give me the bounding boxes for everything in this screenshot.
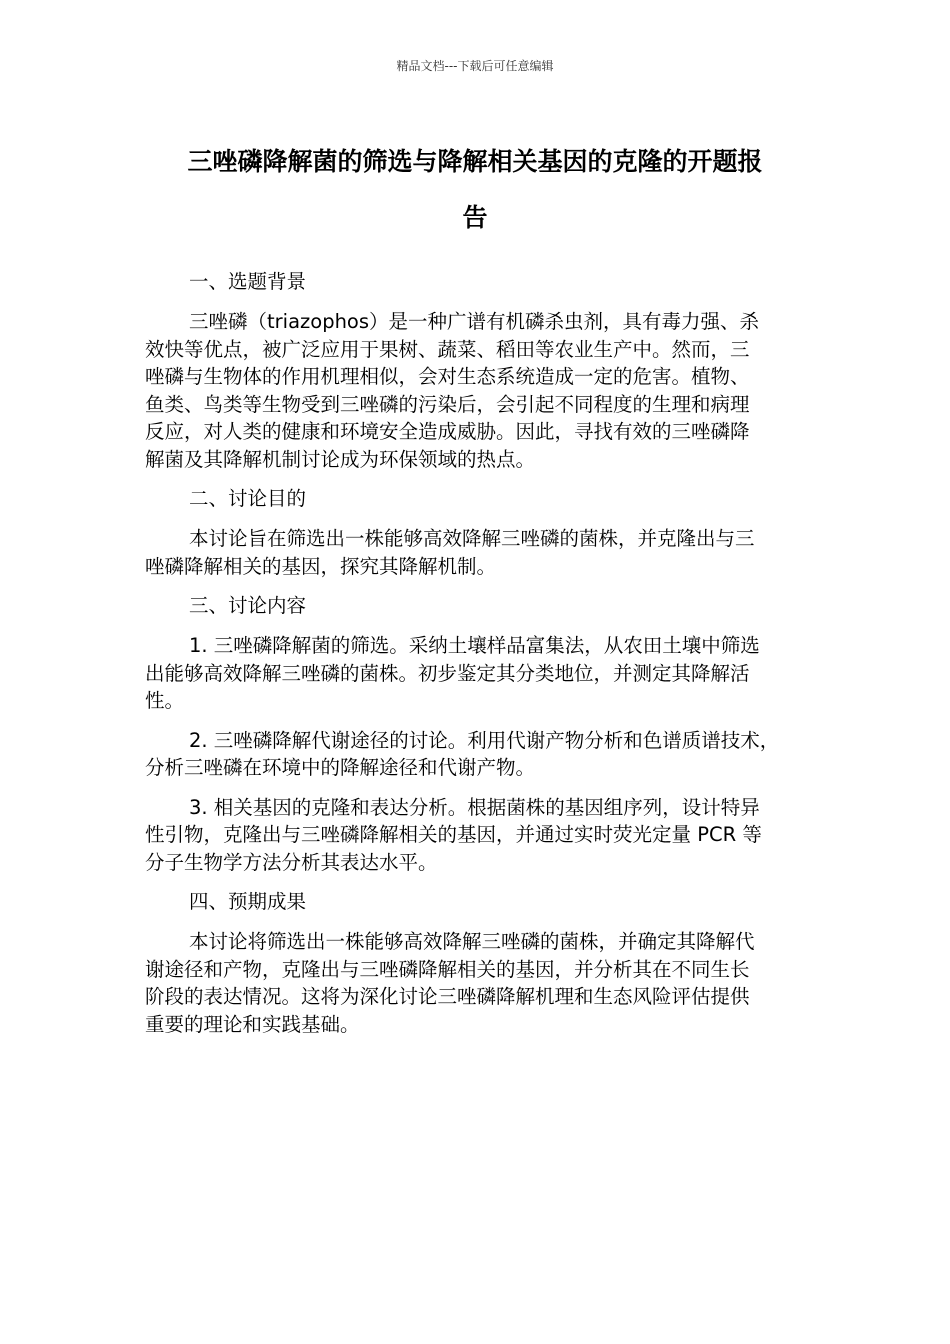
page-header: 精品文档---下载后可任意编辑 (396, 59, 554, 73)
content-item-3 (145, 794, 810, 877)
paragraph-line: 重要的理论和实践基础。 (145, 1012, 360, 1036)
content-item-2 (145, 727, 810, 782)
paragraph-line: 唑磷与生物体的作用机理相似，会对生态系统造成一定的危害。植物、 (145, 365, 750, 388)
document-title (135, 134, 815, 246)
background-paragraph (145, 308, 810, 473)
paragraph-line: 分析三唑磷在环境中的降解途径和代谢产物。 (145, 756, 536, 779)
paragraph-line: 反应，对人类的健康和环境安全造成威胁。因此，寻找有效的三唑磷降 (145, 420, 750, 443)
section-heading-content: 三、讨论内容 (189, 594, 307, 617)
paragraph-line: 2. 三唑磷降解代谢途径的讨论。利用代谢产物分析和色谱质谱技术， (189, 728, 780, 752)
section-heading-results: 四、预期成果 (189, 890, 307, 913)
paragraph-line: 出能够高效降解三唑磷的菌株。初步鉴定其分类地位，并测定其降解活 (145, 661, 750, 685)
purpose-paragraph (145, 525, 810, 580)
paragraph-line: 效快等优点，被广泛应用于果树、蔬菜、稻田等农业生产中。然而，三 (145, 337, 750, 361)
paragraph-line: 鱼类、鸟类等生物受到三唑磷的污染后，会引起不同程度的生理和病理 (145, 392, 750, 416)
paragraph-line: 阶段的表达情况。这将为深化讨论三唑磷降解机理和生态风险评估提供 (145, 985, 750, 1008)
section-heading-background: 一、选题背景 (189, 270, 307, 293)
paragraph-line: 谢途径和产物，克隆出与三唑磷降解相关的基因，并分析其在不同生长 (145, 957, 750, 981)
paragraph-line: 3. 相关基因的克隆和表达分析。根据菌株的基因组序列，设计特异 (189, 795, 760, 819)
paragraph-line: 本讨论旨在筛选出一株能够高效降解三唑磷的菌株，并克隆出与三 (189, 527, 755, 550)
paragraph-line: 性。 (145, 689, 185, 712)
paragraph-line: 性引物，克隆出与三唑磷降解相关的基因，并通过实时荧光定量 PCR 等 (145, 823, 762, 846)
title-line-1: 三唑磷降解菌的筛选与降解相关基因的克隆的开题报 (187, 147, 763, 176)
paragraph-line: 分子生物学方法分析其表达水平。 (145, 850, 438, 874)
section-heading-purpose: 二、讨论目的 (189, 487, 307, 510)
results-paragraph (145, 928, 810, 1038)
paragraph-line: 解菌及其降解机制讨论成为环保领域的热点。 (145, 447, 536, 471)
document-body (145, 268, 810, 1050)
paragraph-line: 1. 三唑磷降解菌的筛选。采纳土壤样品富集法，从农田土壤中筛选 (189, 634, 760, 657)
content-item-1 (145, 632, 810, 715)
title-line-2: 告 (462, 203, 488, 232)
paragraph-line: 本讨论将筛选出一株能够高效降解三唑磷的菌株，并确定其降解代 (189, 930, 755, 953)
paragraph-line: 三唑磷（triazophos）是一种广谱有机磷杀虫剂，具有毒力强、杀 (189, 310, 760, 333)
paragraph-line: 唑磷降解相关的基因，探究其降解机制。 (145, 554, 497, 578)
